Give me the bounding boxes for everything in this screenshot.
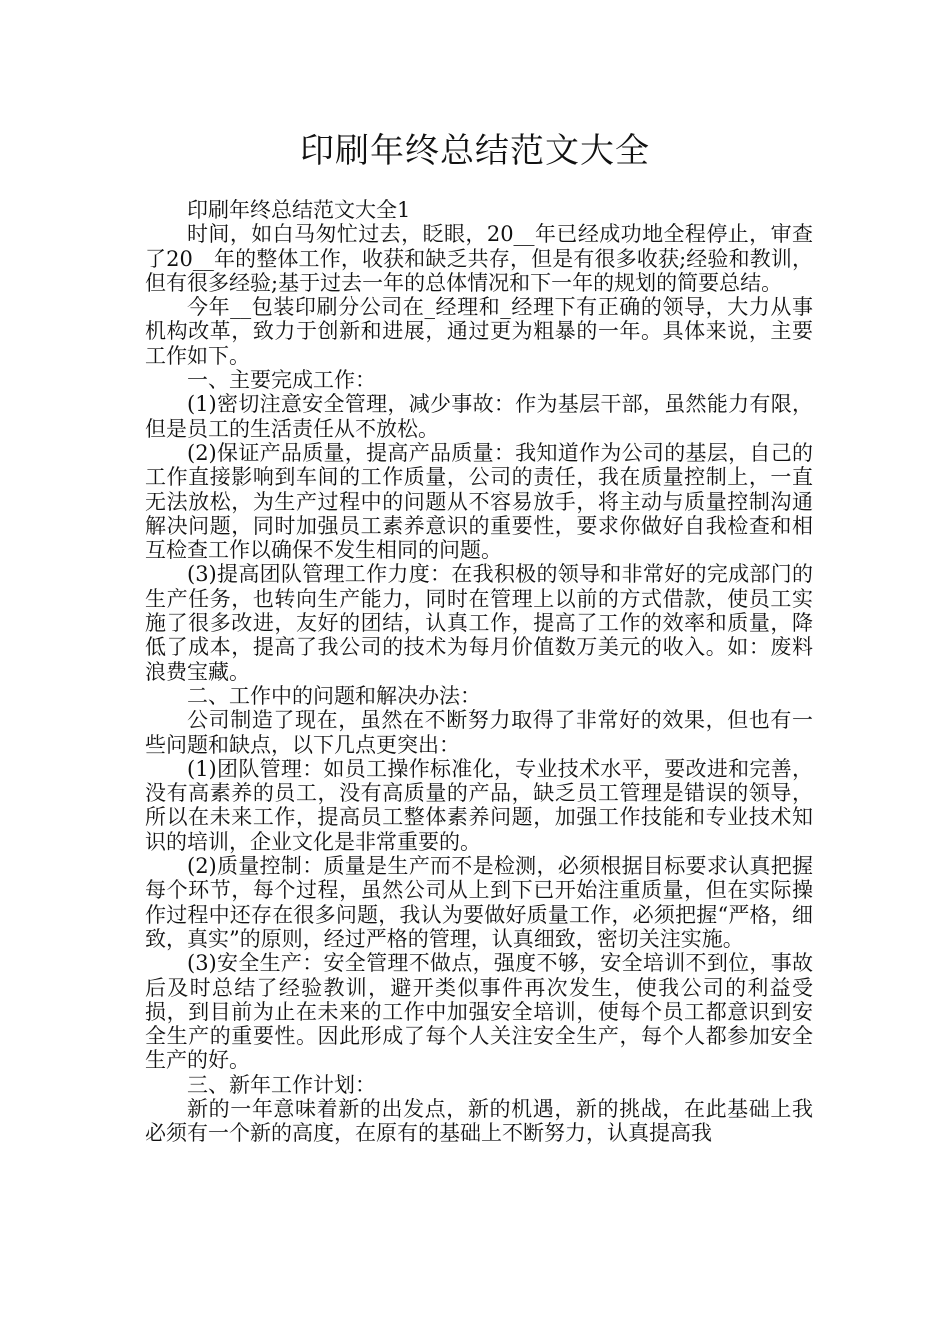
paragraph: (1)团队管理：如员工操作标准化，专业技术水平，要改进和完善，没有高素养的员工，没有高质量的产品，缺乏员工管理是错误的领导，所以在未来工作，提高员工整体素养问题，加强工作技能和专业技术知识的培训，企业文化是非常重要的。 bbox=[145, 756, 813, 854]
document-title: 印刷年终总结范文大全 bbox=[300, 131, 650, 171]
paragraph: 三、新年工作计划： bbox=[187, 1072, 376, 1097]
paragraph: 今年__包装印刷分公司在_经理和_经理下有正确的领导，大力从事机构改革，致力于创新和进展，通过更为粗暴的一年。具体来说，主要工作如下。 bbox=[145, 295, 813, 368]
paragraph: (3)安全生产：安全管理不做点，强度不够，安全培训不到位，事故后及时总结了经验教训，避开类似事件再次发生，使我公司的利益受损，到目前为止在未来的工作中加强安全培训，使每个员工都意识到安全生产的重要性。因此形成了每个人关注安全生产，每个人都参加安全生产的好。 bbox=[145, 951, 813, 1073]
paragraph: 印刷年终总结范文大全1 bbox=[187, 198, 411, 222]
paragraph: 时间，如白马匆忙过去，眨眼，20__年已经成功地全程停止，审查了20__年的整体工作，收获和缺乏共存，但是有很多收获;经验和教训，但有很多经验;基于过去一年的总体情况和下一年的规划的简要总结。 bbox=[145, 222, 813, 295]
paragraph: (2)保证产品质量，提高产品质量：我知道作为公司的基层，自己的工作直接影响到车间的工作质量，公司的责任，我在质量控制上，一直无法放松，为生产过程中的问题从不容易放手，将主动与质量控制沟通解决问题，同时加强员工素养意识的重要性，要求你做好自我检查和相互检查工作以确保不发生相同的问题。 bbox=[145, 440, 813, 563]
paragraph: 公司制造了现在，虽然在不断努力取得了非常好的效果，但也有一些问题和缺点，以下几点更突出： bbox=[145, 708, 813, 757]
paragraph: 新的一年意味着新的出发点，新的机遇，新的挑战，在此基础上我必须有一个新的高度，在原有的基础上不断努力，认真提高我 bbox=[145, 1096, 813, 1146]
paragraph: (3)提高团队管理工作力度：在我积极的领导和非常好的完成部门的生产任务，也转向生产能力，同时在管理上以前的方式借款，使员工实施了很多改进，友好的团结，认真工作，提高了工作的效率和质量，降低了成本，提高了我公司的技术为每月价值数万美元的收入。如：废料浪费宝藏。 bbox=[145, 562, 813, 684]
paragraph: (1)密切注意安全管理，减少事故：作为基层干部，虽然能力有限，但是员工的生活责任从不放松。 bbox=[145, 392, 813, 441]
document-body bbox=[145, 198, 813, 1146]
paragraph: 一、主要完成工作： bbox=[187, 368, 376, 393]
paragraph: 二、工作中的问题和解决办法： bbox=[187, 683, 481, 708]
paragraph: (2)质量控制：质量是生产而不是检测，必须根据目标要求认真把握每个环节，每个过程，虽然公司从上到下已开始注重质量，但在实际操作过程中还存在很多问题，我认为要做好质量工作，必须把握“严格，细致，真实”的原则，经过严格的管理，认真细致，密切关注实施。 bbox=[145, 854, 813, 951]
